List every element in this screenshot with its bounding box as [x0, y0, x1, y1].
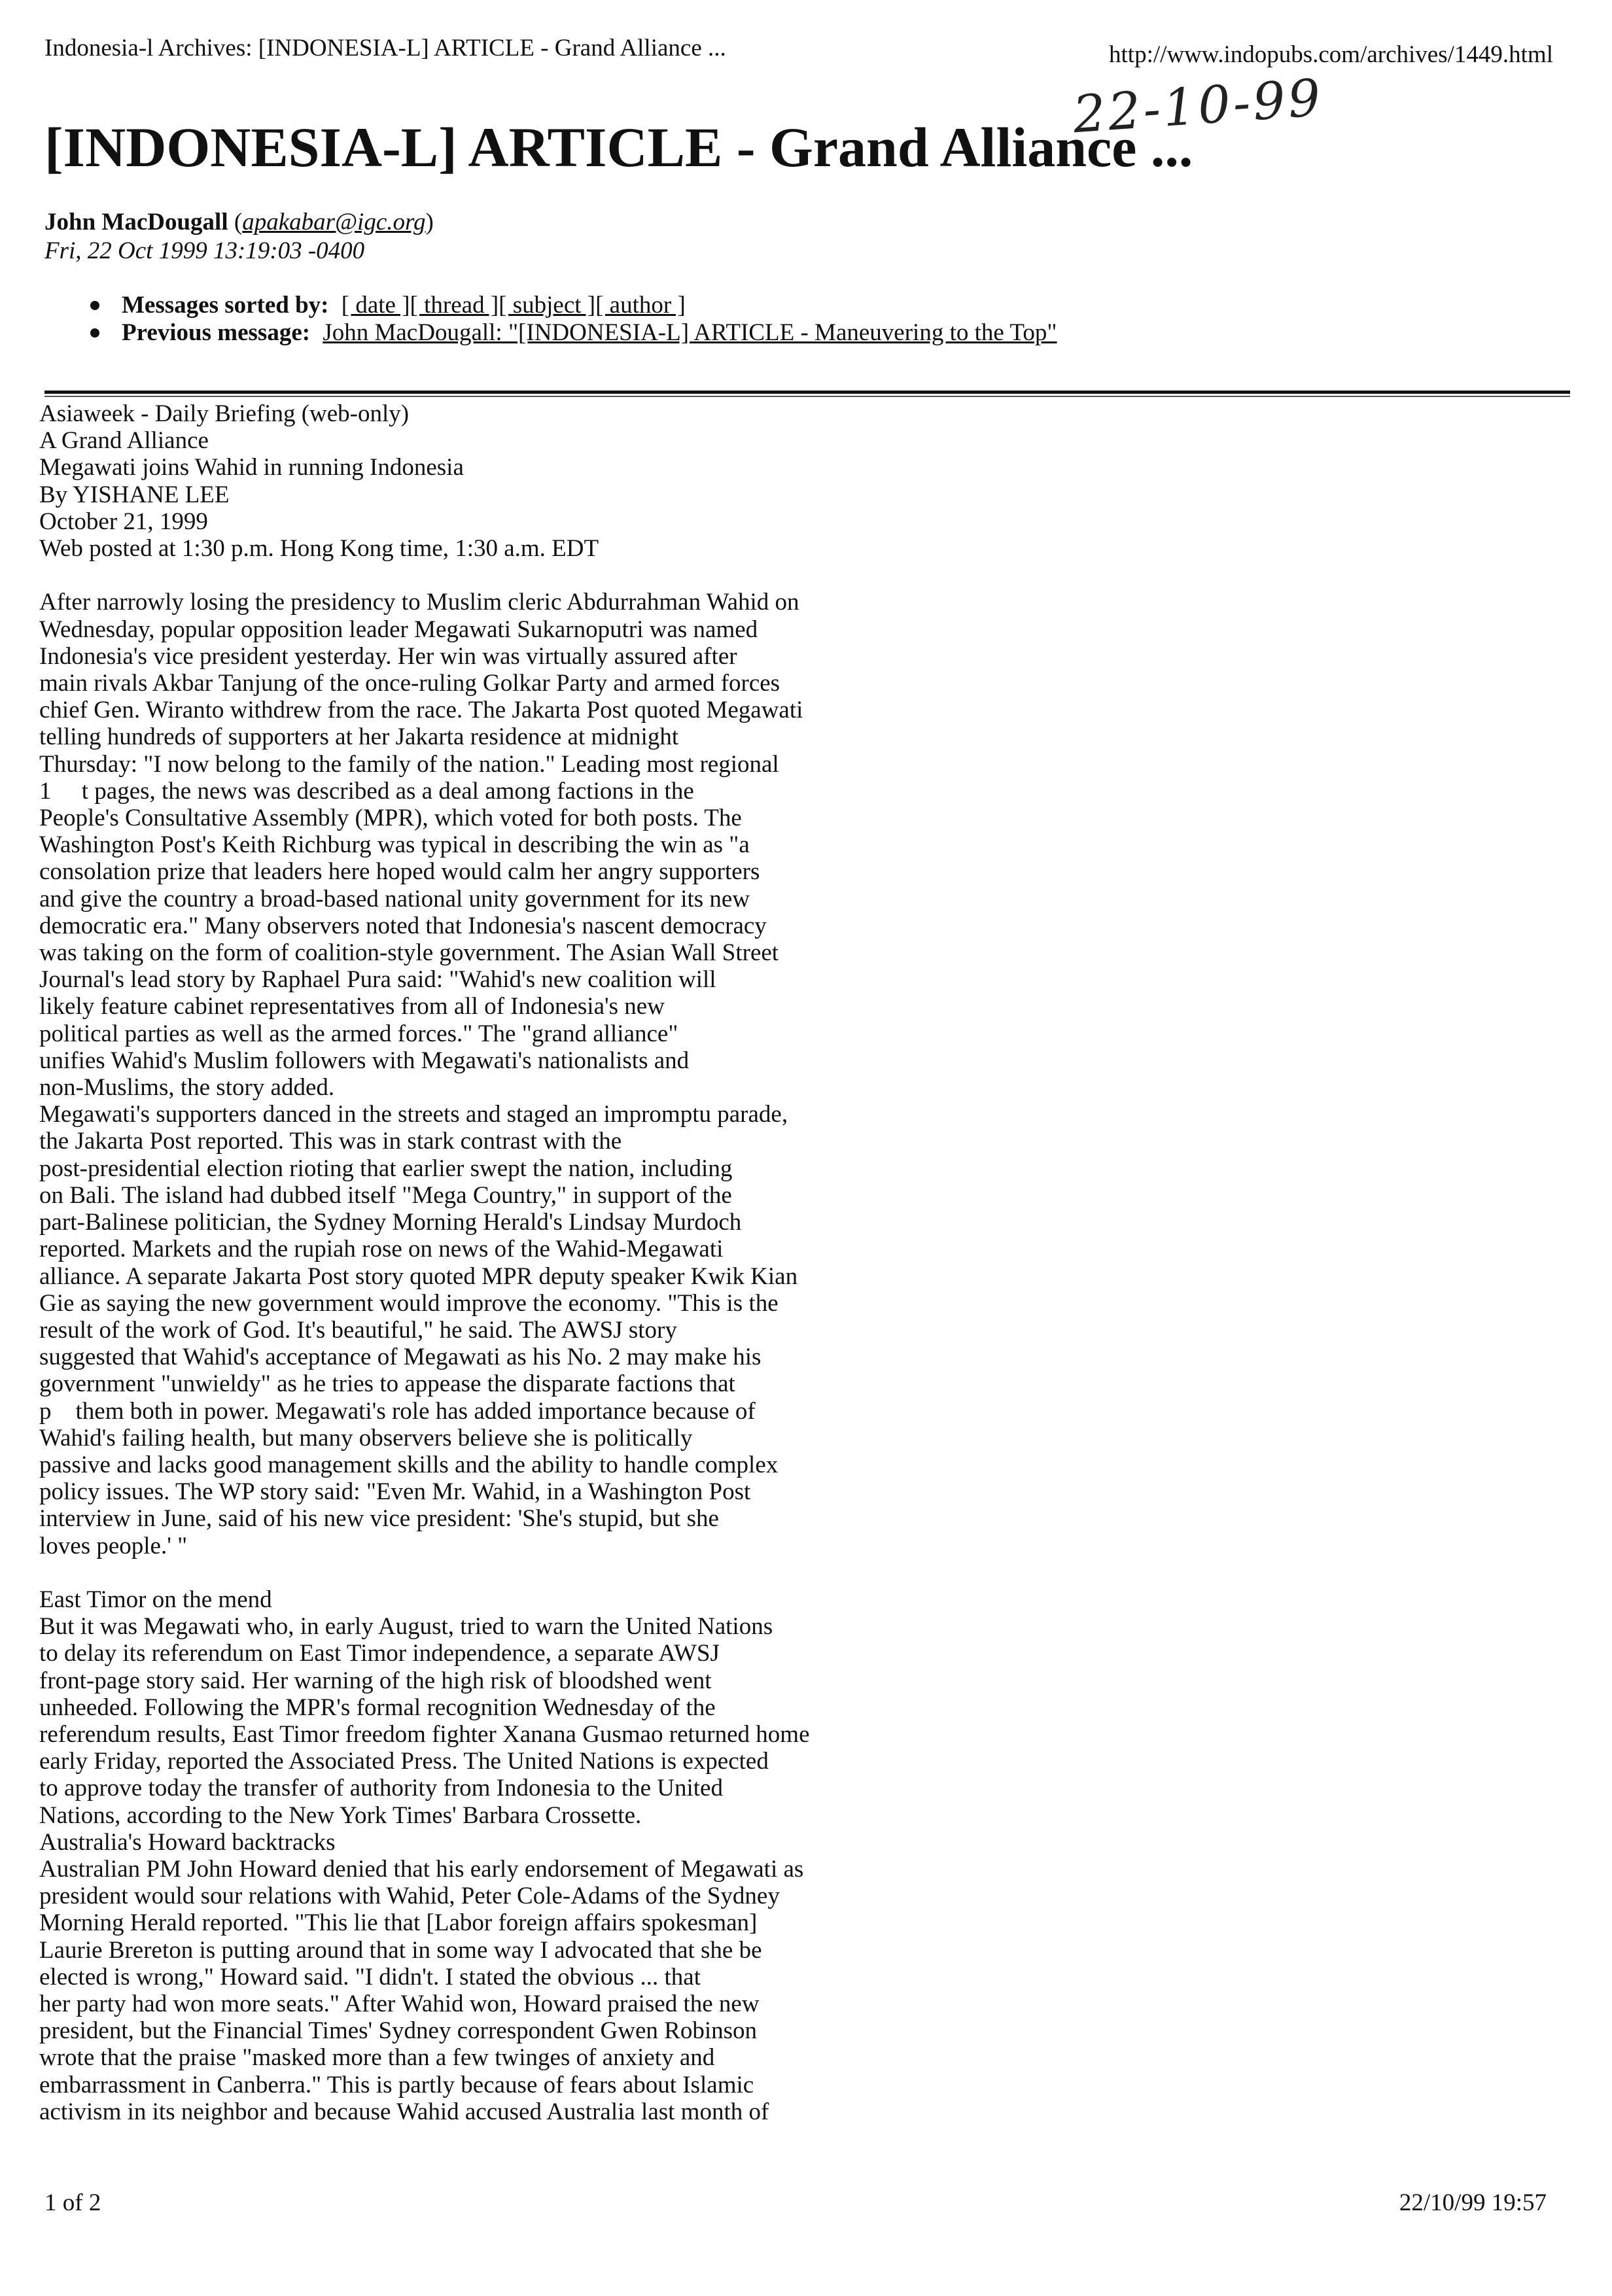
handwritten-date: 22-10-99	[1071, 68, 1325, 145]
body-line: By YISHANE LEE	[39, 481, 230, 508]
body-line: telling hundreds of supporters at her Jakarta residence at midnight	[39, 723, 679, 751]
body-line: embarrassment in Canberra." This is partly because of fears about Islamic	[39, 2071, 754, 2098]
body-line: president would sour relations with Wahid, Peter Cole-Adams of the Sydney	[39, 1883, 780, 1910]
author-block	[44, 208, 434, 266]
body-line: on Bali. The island had dubbed itself "Mega Country," in support of the	[39, 1181, 732, 1209]
divider-shadow	[44, 396, 1570, 397]
body-line: political parties as well as the armed forces." The "grand alliance"	[39, 1020, 678, 1047]
body-line: Wednesday, popular opposition leader Megawati Sukarnoputri was named	[39, 616, 758, 643]
previous-message-link[interactable]: John MacDougall: "[INDONESIA-L] ARTICLE - Maneuvering to the Top"	[323, 319, 1057, 346]
body-line: Australian PM John Howard denied that his early endorsement of Megawati as	[39, 1855, 804, 1883]
body-line: Nations, according to the New York Times' Barbara Crossette.	[39, 1801, 642, 1829]
divider	[44, 391, 1570, 394]
body-line: People's Consultative Assembly (MPR), which voted for both posts. The	[39, 805, 742, 832]
body-line: But it was Megawati who, in early August, tried to warn the United Nations	[39, 1613, 773, 1641]
body-line: and give the country a broad-based national unity government for its new	[39, 885, 750, 913]
page-header-url[interactable]: http://www.indopubs.com/archives/1449.html	[1109, 41, 1553, 68]
body-line: elected is wrong," Howard said. "I didn't. I stated the obvious ... that	[39, 1963, 701, 1991]
body-line: Thursday: "I now belong to the family of the nation." Leading most regional	[39, 750, 779, 778]
body-line: referendum results, East Timor freedom fighter Xanana Gusmao returned home	[39, 1720, 810, 1748]
body-line: Megawati joins Wahid in running Indonesia	[39, 454, 464, 481]
body-line: passive and lacks good management skills and the ability to handle complex	[39, 1451, 779, 1478]
sorted-by-item	[85, 292, 1057, 319]
body-line: A Grand Alliance	[39, 427, 209, 455]
body-line	[39, 1559, 968, 1586]
body-line: Morning Herald reported. "This lie that [Labor foreign affairs spokesman]	[39, 1909, 758, 1937]
sort-by-thread-link[interactable]: [ thread ]	[410, 292, 499, 319]
body-line: government "unwieldy" as he tries to appease the disparate factions that	[39, 1370, 735, 1398]
body-line: part-Balinese politician, the Sydney Morning Herald's Lindsay Murdoch	[39, 1209, 742, 1236]
body-line: to delay its referendum on East Timor independence, a separate AWSJ	[39, 1640, 720, 1667]
body-line: Washington Post's Keith Richburg was typical in describing the win as "a	[39, 831, 750, 859]
body-line: policy issues. The WP story said: "Even Mr. Wahid, in a Washington Post	[39, 1478, 751, 1506]
body-line: her party had won more seats." After Wahid won, Howard praised the new	[39, 1990, 760, 2017]
body-line: Journal's lead story by Raphael Pura said: "Wahid's new coalition will	[39, 966, 716, 994]
author-email-link[interactable]: apakabar@igc.org	[242, 209, 426, 235]
body-line: early Friday, reported the Associated Press. The United Nations is expected	[39, 1748, 769, 1775]
body-line: p them both in power. Megawati's role has added importance because of	[39, 1397, 756, 1425]
body-line: October 21, 1999	[39, 508, 208, 535]
previous-message-item	[85, 319, 1057, 347]
body-line: alliance. A separate Jakarta Post story quoted MPR deputy speaker Kwik Kian	[39, 1262, 798, 1290]
body-line: result of the work of God. It's beautiful," he said. The AWSJ story	[39, 1316, 677, 1344]
body-line: the Jakarta Post reported. This was in stark contrast with the	[39, 1128, 622, 1155]
article-title: [INDONESIA-L] ARTICLE - Grand Alliance ...	[44, 116, 1193, 179]
body-line: main rivals Akbar Tanjung of the once-ruling Golkar Party and armed forces	[39, 670, 780, 697]
body-line: 1 t pages, the news was described as a deal among factions in the	[39, 777, 694, 805]
body-line: loves people.' "	[39, 1532, 188, 1559]
body-line: unifies Wahid's Muslim followers with Megawati's nationalists and	[39, 1047, 690, 1074]
body-line: Australia's Howard backtracks	[39, 1828, 336, 1856]
body-line: democratic era." Many observers noted that Indonesia's nascent democracy	[39, 912, 767, 939]
author-email-wrapper: (apakabar@igc.org)	[234, 209, 434, 235]
body-line: Asiaweek - Daily Briefing (web-only)	[39, 400, 410, 427]
body-line: Laurie Brereton is putting around that in some way I advocated that she be	[39, 1936, 762, 1964]
body-line: Indonesia's vice president yesterday. Her win was virtually assured after	[39, 642, 737, 670]
body-line: activism in its neighbor and because Wahid accused Australia last month of	[39, 2098, 769, 2125]
sort-by-date-link[interactable]: [ date ]	[341, 292, 410, 319]
body-line: was taking on the form of coalition-style government. The Asian Wall Street	[39, 939, 779, 967]
body-line: post-presidential election rioting that earlier swept the nation, including	[39, 1155, 733, 1182]
body-line: chief Gen. Wiranto withdrew from the race. The Jakarta Post quoted Megawati	[39, 697, 803, 724]
body-line: interview in June, said of his new vice president: 'She's stupid, but she	[39, 1505, 719, 1533]
body-line	[39, 562, 968, 589]
body-line: suggested that Wahid's acceptance of Megawati as his No. 2 may make his	[39, 1344, 762, 1371]
body-line: non-Muslims, the story added.	[39, 1074, 335, 1102]
body-line: reported. Markets and the rupiah rose on news of the Wahid-Megawati	[39, 1236, 724, 1263]
body-line: consolation prize that leaders here hoped would calm her angry supporters	[39, 858, 760, 886]
author-name: John MacDougall	[44, 209, 228, 235]
sort-by-subject-link[interactable]: [ subject ]	[499, 292, 596, 319]
body-line: Gie as saying the new government would improve the economy. "This is the	[39, 1289, 779, 1317]
article-date: Fri, 22 Oct 1999 13:19:03 -0400	[44, 237, 365, 264]
body-line: wrote that the praise "masked more than a few twinges of anxiety and	[39, 2044, 715, 2072]
body-line: Web posted at 1:30 p.m. Hong Kong time, 1:30 a.m. EDT	[39, 535, 599, 563]
body-line: unheeded. Following the MPR's formal recognition Wednesday of the	[39, 1694, 716, 1721]
body-line: likely feature cabinet representatives from all of Indonesia's new	[39, 993, 665, 1020]
article-body	[39, 400, 968, 2125]
page-number: 1 of 2	[44, 2189, 101, 2216]
message-navigation	[85, 292, 1057, 347]
body-line: Wahid's failing health, but many observers believe she is politically	[39, 1424, 693, 1452]
body-line: to approve today the transfer of authority from Indonesia to the United	[39, 1775, 723, 1802]
sort-by-author-link[interactable]: [ author ]	[595, 292, 686, 319]
previous-message-label: Previous message:	[122, 319, 311, 346]
print-timestamp: 22/10/99 19:57	[1399, 2189, 1547, 2216]
sorted-by-label: Messages sorted by:	[122, 292, 329, 319]
body-line: After narrowly losing the presidency to Muslim cleric Abdurrahman Wahid on	[39, 589, 799, 616]
page-header-title: Indonesia-l Archives: [INDONESIA-L] ARTICLE - Grand Alliance ...	[44, 35, 726, 61]
body-line: front-page story said. Her warning of the high risk of bloodshed went	[39, 1667, 712, 1694]
body-line: president, but the Financial Times' Sydney correspondent Gwen Robinson	[39, 2017, 758, 2045]
body-line: Megawati's supporters danced in the streets and staged an impromptu parade,	[39, 1101, 788, 1128]
body-line: East Timor on the mend	[39, 1586, 272, 1613]
